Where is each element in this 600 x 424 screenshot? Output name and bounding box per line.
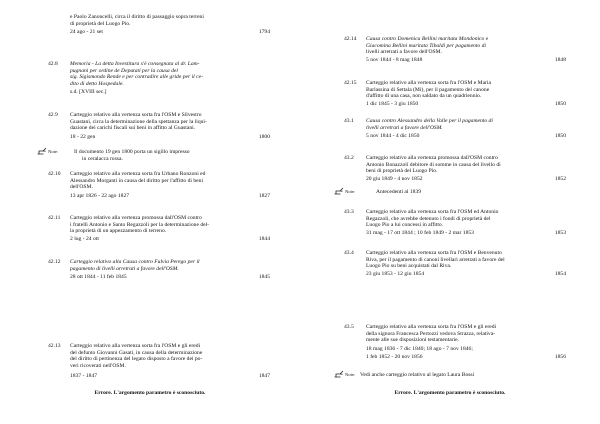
entry-number: 42.10 <box>48 171 61 177</box>
entry-number: 42.11 <box>48 215 61 221</box>
entry-number: 42.8 <box>48 61 58 67</box>
entry-number: 43.2 <box>344 155 354 161</box>
description-line: del diritto di pertinenza del legato disposto a favore dei po- <box>70 356 203 363</box>
entry-date: 28 ott 1844 - 11 feb 1845 <box>70 274 127 280</box>
description-line: del defunto Giovanni Gasati, in causa della determinazione <box>70 349 203 356</box>
description-line: e Paolo Zanoncelli, circa il diritto di passaggio sopra terreni <box>70 14 204 20</box>
note-text: Antecedenti al 1839 <box>376 189 422 195</box>
entry-year: 1854 <box>554 271 566 277</box>
description-line: d'affitto di una casa, non saldato da un quadriennio. <box>366 93 482 100</box>
entry-year: 1845 <box>258 274 270 280</box>
description-line: Carteggio relativo alla vertenza sorta fra Urbano Ronzoni ed <box>70 171 206 177</box>
description-line: Luogo Pio a lui concessi in affitto. <box>366 222 444 229</box>
description-line: Regazzoli, che avrebbe detenuto i fondi di proprietà del <box>366 215 491 222</box>
entry-description <box>366 155 544 175</box>
note-text: in ceralacca rossa. <box>82 156 123 162</box>
entry-year: 1853 <box>554 230 566 236</box>
description-line: dazione dei carichi fiscali sui beni in affitto al Guastani. <box>70 125 196 132</box>
page-footer: Errore. L'argomento parametro è sconosciuto. <box>94 390 206 396</box>
entry-number: 43.5 <box>344 324 354 330</box>
description-line: livelli arretrati a favore dell'OSM. <box>366 124 443 131</box>
description-line: Carteggio relativo alla vertenza sorta fra l'OSM ed Antonio <box>366 209 499 215</box>
entry-description <box>366 250 544 270</box>
entry-number: 43.1 <box>344 118 354 124</box>
description-line: pugnani per ordine de Deputati per la causa del <box>70 67 178 74</box>
description-line: beni di proprietà del Luogo Pio. <box>366 168 438 175</box>
note-label: Note: <box>345 372 356 377</box>
entry-number: 42.12 <box>48 259 61 265</box>
description-line: Carteggio relativo alla vertenza sorta fra l'OSM e gli eredi <box>70 343 201 349</box>
entry-42-10 <box>48 171 270 205</box>
entry-number: 43.4 <box>344 250 354 256</box>
entry-date: 13 apr 1826 - 22 ago 1827 <box>70 193 130 199</box>
entry-42-12 <box>48 259 270 287</box>
entry-date: 1 feb 1852 - 20 nov 1856 <box>366 354 423 360</box>
page-footer: Errore. L'argomento parametro è sconosciuto. <box>394 390 506 396</box>
entry-number: 43.3 <box>344 209 354 215</box>
description-line: Riva, per il pagamento di canoni livellari arretrati a favore del <box>366 256 505 263</box>
entry-year: 1852 <box>554 176 566 182</box>
description-line: Carteggio relativo alla Causa contro Fulvia Perego per il <box>70 259 200 265</box>
entry-date: 24 ago - 21 set <box>70 29 103 35</box>
note <box>334 189 494 198</box>
entry-description <box>366 209 544 229</box>
entry-date: 23 giu 1853 - 12 giu 1854 <box>366 271 425 277</box>
entry-date: s.d. [XVIII sec.] <box>70 89 107 95</box>
entry-description <box>366 324 544 344</box>
entry-date: 1837 - 1847 <box>70 373 98 379</box>
entry-42-8 <box>48 61 270 101</box>
description-line: Carteggio relativo alla vertenza promossa dall'OSM contro <box>366 155 498 161</box>
description-line: della signora Francesca Pertozzi vedova Strazza, relativa- <box>366 330 496 337</box>
description-line: i fratelli Antonio e Santo Regazzoli per la determinazione del- <box>70 221 210 228</box>
note-label: Note: <box>48 149 59 154</box>
entry-43-5 <box>344 324 566 368</box>
entry-description <box>70 215 248 235</box>
note <box>37 149 267 165</box>
entry-42-14 <box>344 36 566 70</box>
entry-date: 5 nov 1844 - 4 dic 1850 <box>366 133 420 139</box>
entry-date: 20 giu 1849 - 4 nov 1852 <box>366 176 423 182</box>
entry-year: 1856 <box>554 354 566 360</box>
description-line: Carteggio relativo alla vertenza sorta fra l'OSM e gli eredi <box>366 324 497 330</box>
entry-date: 18 - 22 gen <box>70 134 96 140</box>
pointing-hand-icon <box>334 369 344 378</box>
description-line: Carteggio relativo alla vertenza sorta fra l'OSM e Benvenuto <box>366 250 502 256</box>
description-line: Barlassina di Settala (Mi), per il pagamento del canone <box>366 86 490 93</box>
entry-year: 1800 <box>258 134 270 140</box>
pointing-hand-icon <box>37 146 47 155</box>
pointing-hand-icon <box>334 186 344 195</box>
note <box>334 372 554 381</box>
description-line: Carteggio relativo alla vertenza promossa dall'OSM contro <box>70 215 202 221</box>
entry-description <box>366 80 544 100</box>
description-line: Causa contro Alessandro della Valle per il pagamento di <box>366 118 493 124</box>
description-line: dito di detto Hospedale. <box>70 81 124 88</box>
entry-43-2 <box>344 155 566 189</box>
entry-43-4 <box>344 250 566 284</box>
description-line: livelli arretrati a favore dell'OSM. <box>366 49 443 56</box>
entry-date: 1 dic 1845 - 3 giu 1850 <box>366 101 419 107</box>
entry-year: 1850 <box>554 133 566 139</box>
entry-description <box>366 36 544 56</box>
entry-number: 42.15 <box>344 80 357 86</box>
description-line: Memoria - La detta Investitura s'è consegnata al dr. Lam- <box>70 61 200 67</box>
entry-42-11 <box>48 215 270 249</box>
entry-year: 1850 <box>554 101 566 107</box>
description-line: Antonio Bonazzoli debitore di somme in causa del livello di <box>366 161 501 168</box>
entry-42-13 <box>48 343 270 383</box>
description-line: Luogo Pio su beni acquistati dal Riva. <box>366 263 452 270</box>
entry-43-1 <box>344 118 566 146</box>
description-line: la proprietà di un appezzamento di terreno. <box>70 228 167 235</box>
description-line: Carteggio relativo alla vertenza sorta fra l'OSM e Silvestro <box>70 112 202 118</box>
description-line: Alessandro Morganti in causa del diritto per l'affitto di beni <box>70 177 204 184</box>
entry-number: 42.9 <box>48 112 58 118</box>
entry-continued <box>48 14 270 50</box>
entry-year: 1827 <box>258 193 270 199</box>
description-line: Carteggio relativo alla vertenza sorta fra l'OSM e Maria <box>366 80 491 86</box>
description-line: Guastani, circa la determinazione della spettanza per la liqui- <box>70 118 207 125</box>
entry-date: 2 lug - 24 ott <box>70 236 99 242</box>
entry-description <box>70 171 248 191</box>
description-line: di proprietà del Luogo Pio. <box>70 20 131 27</box>
description-line: veri ricoverati nell'OSM. <box>70 363 126 370</box>
entry-year: 1847 <box>258 373 270 379</box>
description-line: mente alle sue disposizioni testamentarie. <box>366 337 460 344</box>
entry-number: 42.13 <box>48 343 61 349</box>
entry-year: 1794 <box>258 29 270 35</box>
entry-description <box>70 14 248 27</box>
entry-date: 31 mag - 17 ott 1844 ; 10 feb 1849 - 2 mar 1853 <box>366 230 474 236</box>
entry-number: 42.14 <box>344 36 357 42</box>
entry-description <box>70 112 248 132</box>
entry-date: 5 nov 1844 - 8 mag 1848 <box>366 57 423 63</box>
entry-year: 1848 <box>554 57 566 63</box>
entry-description <box>366 118 544 131</box>
description-line: dell'OSM. <box>70 184 93 191</box>
entry-42-15 <box>344 80 566 114</box>
entry-43-3 <box>344 209 566 243</box>
entry-year: 1844 <box>258 236 270 242</box>
description-line: Giacomina Bellini maritata Tibaldi per pagamento di <box>366 42 486 49</box>
right-page <box>300 0 600 424</box>
entry-date: 18 mag 1836 - 7 dic 1840; 18 ago - 7 nov 1846; <box>366 346 473 352</box>
entry-description <box>70 343 248 370</box>
description-line: pagamento di livelli arretrati a favore dell'OSM. <box>70 265 179 272</box>
entry-description <box>70 259 248 272</box>
entry-description <box>70 61 248 88</box>
note-label: Note: <box>345 189 356 194</box>
note-text: Vedi anche carteggio relativo al legato Laura Bossi <box>360 372 475 378</box>
description-line: Causa contro Domenica Bellini maritata Mondonico e <box>366 36 489 42</box>
entry-42-9 <box>48 112 270 144</box>
description-line: sig. Sigismondo Rende e per contradire alle gride per il ce- <box>70 74 203 81</box>
note-text: Il documento 19 gen 1800 porta un sigillo impresso <box>74 149 190 155</box>
